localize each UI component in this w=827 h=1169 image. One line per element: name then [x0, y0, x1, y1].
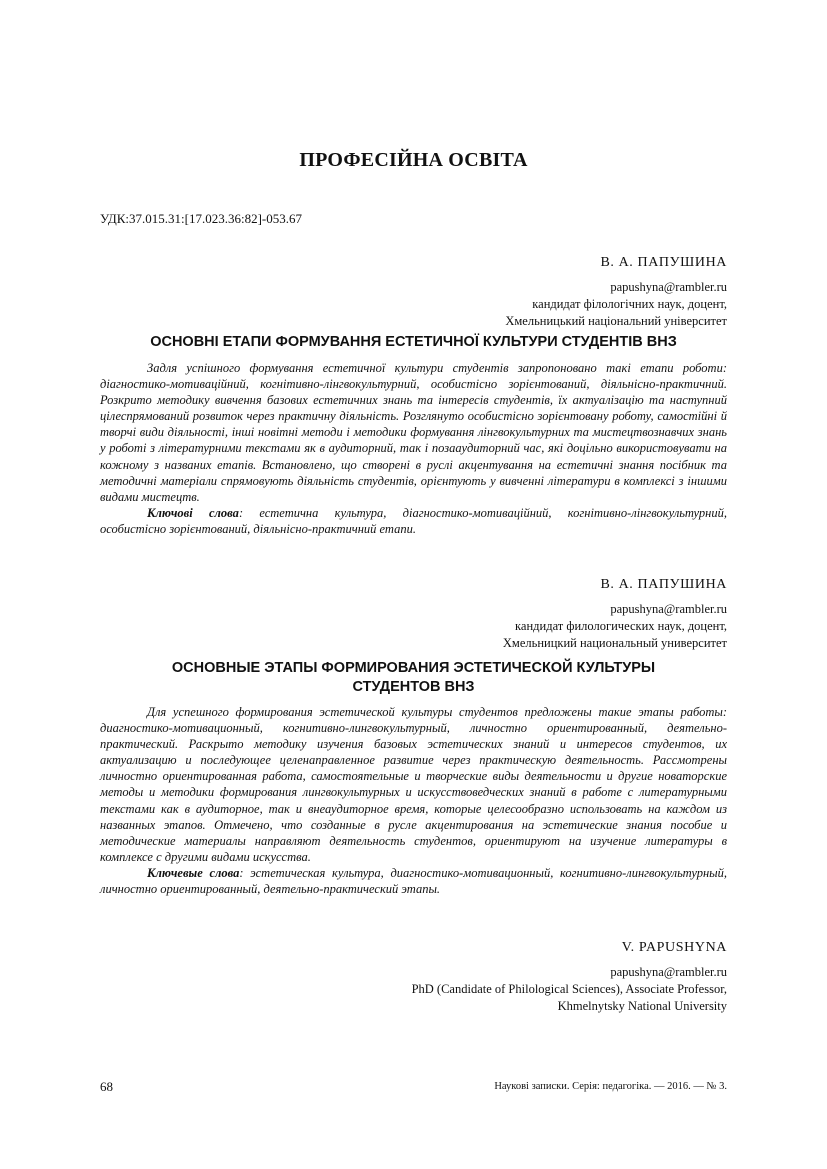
article-title-uk: ОСНОВНІ ЕТАПИ ФОРМУВАННЯ ЕСТЕТИЧНОЇ КУЛЬТУРИ СТУДЕНТІВ ВНЗ	[150, 334, 677, 350]
author-affiliation: Хмельницький національний університет	[505, 314, 727, 328]
author-degree: кандидат филологических наук, доцент,	[515, 619, 727, 633]
author-block-uk	[100, 254, 727, 330]
page-number: 68	[100, 1079, 113, 1094]
keywords-label: Ключові слова	[147, 505, 239, 520]
author-name: V. PAPUSHYNA	[621, 940, 727, 955]
abstract-text: Для успешного формирования эстетической культуры студентов предложены такие этапы работы: диагностико-мотивационный, когнитивно-лингвокультурный, личностно ориентированный, деятельно-практический. Раскрыто методику изучения базовых эстетических знаний и интересов студентов, их актуализацию и последующее целенаправленное развитие через практическую деятельность. Рассмотрены личностно ориентированная работа, самостоятельные и творческие виды деятельности и другие новаторские методы и методики формирования лингвокультурных и искусствоведческих знаний в работе с литературными текстами как в аудиторное, так и внеаудиторное время, которые целесообразно использовать на каждом из названных этапов. Отмечено, что созданные в русле акцентирования на эстетические знания пособие и методические материалы направляют деятельность студентов, ориентируют на изучение литературы в комплексе с другими видами искусства.	[100, 705, 727, 864]
article-title-ru	[100, 659, 727, 697]
keywords-label: Ключевые слова	[147, 865, 240, 880]
author-email: papushyna@rambler.ru	[610, 965, 727, 979]
author-name: В. А. ПАПУШИНА	[600, 577, 727, 592]
author-email: papushyna@rambler.ru	[610, 602, 727, 616]
author-degree: кандидат філологічних наук, доцент,	[532, 297, 727, 311]
author-affiliation: Хмельницкий национальный университет	[502, 636, 727, 650]
keywords	[100, 505, 727, 537]
author-degree: PhD (Candidate of Philological Sciences), Associate Professor,	[411, 982, 727, 996]
abstract-uk	[100, 360, 727, 537]
keywords-text: : естетична культура, діагностико-мотиваційний, когнітивно-лінгвокультурний, особистісно зорієнтований, діяльнісно-практичний етапи.	[100, 505, 727, 536]
author-block-ru	[100, 576, 727, 652]
author-block-en	[100, 939, 727, 1015]
author-affiliation: Khmelnytsky National University	[557, 999, 727, 1013]
keywords-text: : эстетическая культура, диагностико-мотивационный, когнитивно-лингвокультурный, личностно ориентированный, деятельно-практический этапы.	[100, 865, 727, 897]
abstract-ru	[100, 704, 727, 897]
udk-code: УДК:37.015.31:[17.023.36:82]-053.67	[100, 211, 303, 226]
author-name: В. А. ПАПУШИНА	[600, 255, 727, 270]
author-email: papushyna@rambler.ru	[610, 280, 727, 294]
section-title: ПРОФЕСІЙНА ОСВІТА	[299, 149, 528, 171]
article-title-line: СТУДЕНТОВ ВНЗ	[352, 679, 475, 695]
abstract-text: Задля успішного формування естетичної культури студентів запропоновано такі етапи роботи: діагностико-мотиваційний, когнітивно-лінгвокультурний, особистісно зорієнтований, діяльнісно-практичний. Розкрито методику вивчення базових естетичних знань та інтересів студентів, їх актуалізацію та наступний цілеспрямований розвиток через практичну діяльність. Розглянуто особистісно зорієнтовану роботу, самостійні й творчі види діяльності, інші новітні методи і методики формування лінгвокультурних та мистецтвознавчих знань у роботі з літературними текстами як в аудиторний, так і позааудиторний час, які доцільно використовувати на кожному з названих етапів. Встановлено, що створені в руслі акцентування на естетичні знання посібник та методичні матеріали спрямовують діяльність студентів, орієнтують у вивченні літератури в комплексі з іншими видами мистецтв.	[100, 361, 727, 504]
journal-footer: Наукові записки. Серія: педагогіка. — 2016. — № 3.	[494, 1081, 727, 1092]
article-title-line: ОСНОВНЫЕ ЭТАПЫ ФОРМИРОВАНИЯ ЭСТЕТИЧЕСКОЙ КУЛЬТУРЫ	[171, 660, 656, 676]
keywords	[100, 865, 727, 897]
